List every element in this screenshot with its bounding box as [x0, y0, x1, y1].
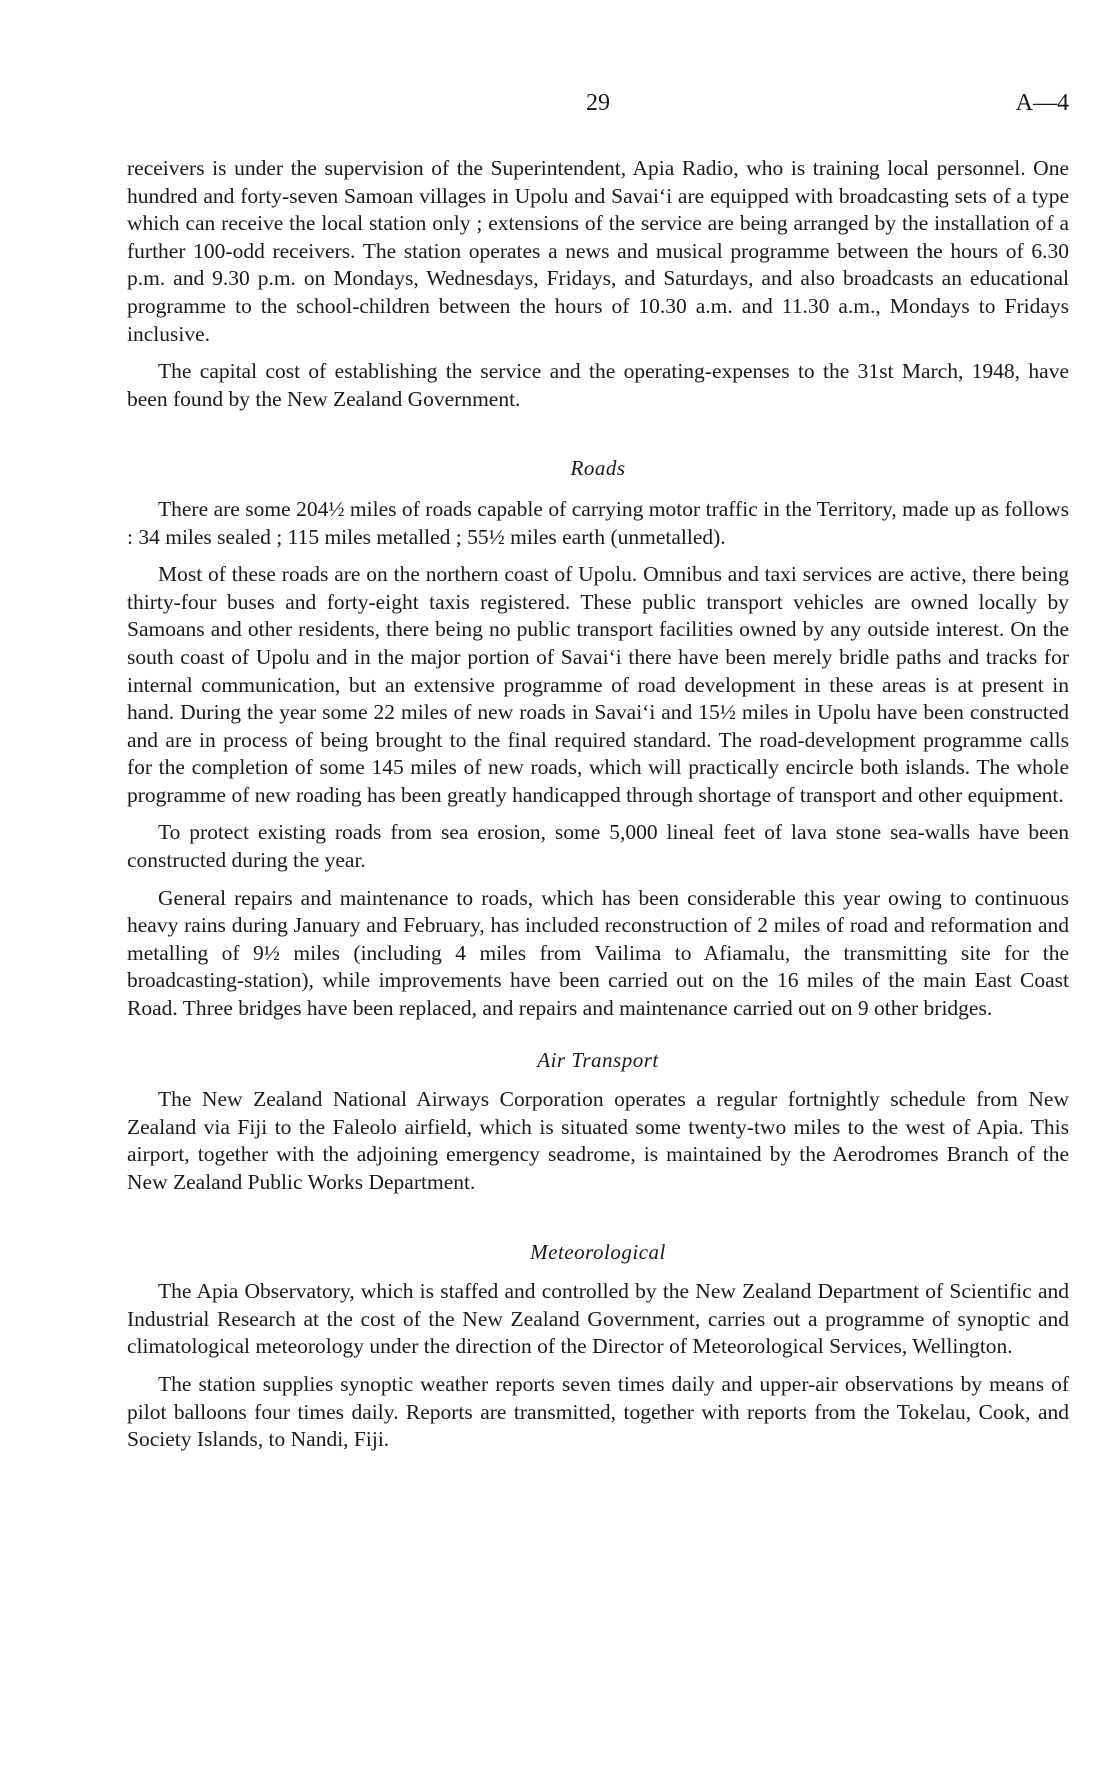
section-heading-air-transport: Air Transport [537, 1047, 659, 1072]
section-heading-meteorological: Meteorological [530, 1239, 666, 1264]
paragraph-radio-cost: The capital cost of establishing the service and the operating-expenses to the 31st March, 1948, have been found by the New Zealand Government. [127, 359, 1069, 411]
page-number: 29 [586, 90, 610, 116]
paragraph-roads-mileage: There are some 204½ miles of roads capable of carrying motor traffic in the Territory, made up as follows : 34 miles sealed ; 115 miles metalled ; 55½ miles earth (unmetalled). [127, 496, 1069, 549]
paragraph-roads-sea-walls: To protect existing roads from sea erosion, some 5,000 lineal feet of lava stone sea-walls have been constructed during the year. [127, 820, 1069, 873]
document-reference: A—4 [1015, 90, 1069, 116]
paragraph-radio-continued: receivers is under the supervision of the Superintendent, Apia Radio, who is training local personnel. One hundred and forty-seven Samoan villages in Upolu and Savai‘i are equipped with broadcasting sets of a type which can receive the local station only ; extensions of the service are being arranged by the installation of a further 100-odd receivers. The station operates a news and musical programme between the hours of 6.30 p.m. and 9.30 p.m. on Mondays, Wednesdays, Fridays, and Saturdays, and also broadcasts an educational programme to the school-children between the hours of 10.30 a.m. and 11.30 a.m., Mondays to Fridays inclusive. [127, 156, 1069, 346]
paragraph-roads-maintenance: General repairs and maintenance to roads, which has been considerable this year owing to continuous heavy rains during January and February, has included reconstruction of 2 miles of road and reformation and metalling of 9½ miles (including 4 miles from Vailima to Afiamalu, the transmitting site for the broadcasting-station), while improvements have been carried out on the 16 miles of the main East Coast Road. Three bridges have been replaced, and repairs and maintenance carried out on 9 other bridges. [127, 885, 1069, 1021]
document-body [127, 155, 1069, 1464]
paragraph-roads-development: Most of these roads are on the northern coast of Upolu. Omnibus and taxi services are active, there being thirty-four buses and forty-eight taxis registered. These public transport vehicles are owned locally by Samoans and other residents, there being no public transport facilities owned by any outside interest. On the south coast of Upolu and in the major portion of Savai‘i there have been merely bridle paths and tracks for internal communication, but an extensive programme of road development in these areas is at present in hand. During the year some 22 miles of new roads in Savai‘i and 15½ miles in Upolu have been constructed and are in process of being brought to the final required standard. The road-development programme calls for the completion of some 145 miles of new roads, which will practically encircle both islands. The whole programme of new roading has been greatly handicapped through shortage of transport and other equipment. [127, 562, 1069, 807]
paragraph-air-transport: The New Zealand National Airways Corporation operates a regular fortnightly schedule from New Zealand via Fiji to the Faleolo airfield, which is situated some twenty-two miles to the west of Apia. This airport, together with the adjoining emergency seadrome, is maintained by the Aerodromes Branch of the New Zealand Public Works Department. [127, 1087, 1069, 1194]
page-header [127, 90, 1069, 130]
paragraph-meteorological-reports: The station supplies synoptic weather reports seven times daily and upper-air observations by means of pilot balloons four times daily. Reports are transmitted, together with reports from the Tokelau, Cook, and Society Islands, to Nandi, Fiji. [127, 1371, 1069, 1452]
section-heading-roads: Roads [570, 456, 626, 481]
paragraph-meteorological-observatory: The Apia Observatory, which is staffed and controlled by the New Zealand Department of Scientific and Industrial Research at the cost of the New Zealand Government, carries out a programme of synoptic and climatological meteorology under the direction of the Director of Meteorological Services, Wellington. [127, 1279, 1069, 1359]
